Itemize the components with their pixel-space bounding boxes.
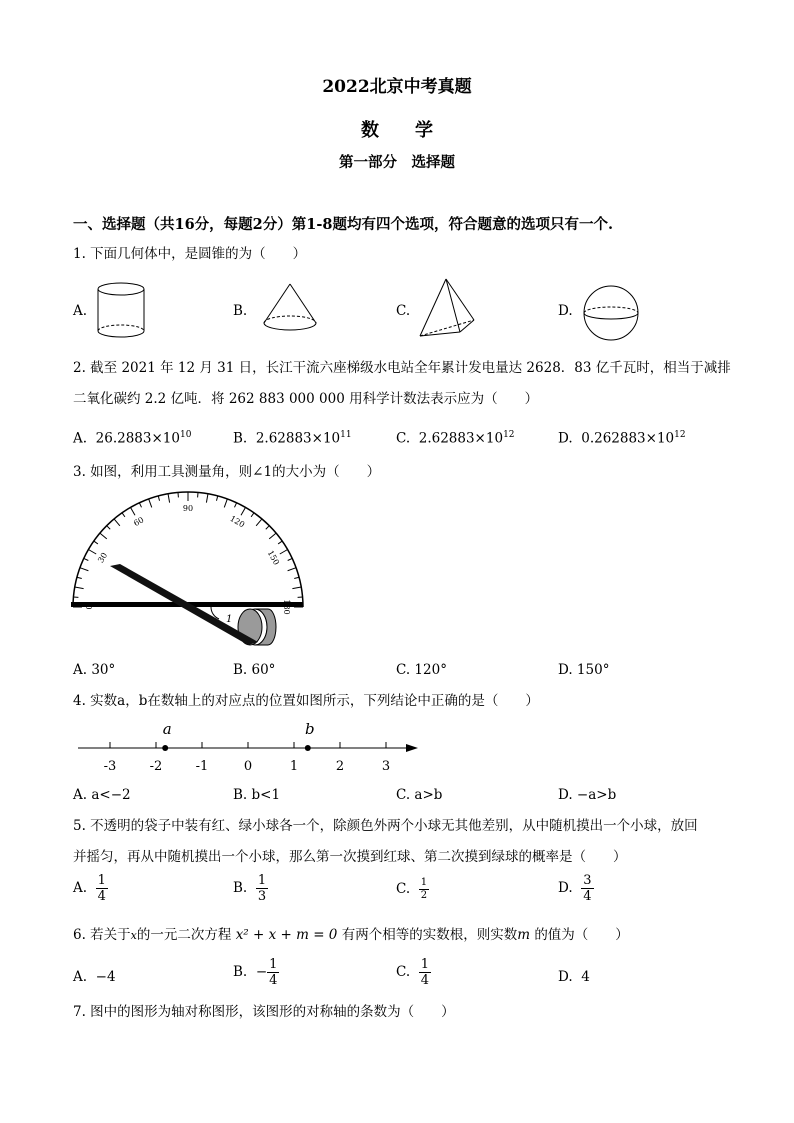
pyramid-figure — [416, 276, 478, 342]
protractor-tick — [280, 550, 288, 555]
q2-option-d: D. $0.262883\times 10^{12}$ — [558, 430, 686, 447]
question-2-line1: 2. 截至 2021 年 12 月 31 日，长江干流六座梯级水电站全年累计发电量达 2628．83 亿千瓦时，相当于减排 — [73, 360, 731, 376]
q6-option-c: C. $\frac{1}{4}$ — [396, 957, 430, 988]
number-line-tick-label: -3 — [103, 759, 117, 774]
protractor-tick — [256, 519, 262, 526]
q3-option-b: B. 60° — [233, 662, 276, 678]
protractor-degree-label: 30 — [96, 551, 110, 565]
question-6-stem: 6. 若关于x的一元二次方程 x² + x + m = 0 有两个相等的实数根，则实数m 的值为（ ） — [73, 927, 629, 943]
q1-option-d-label: D. — [558, 303, 573, 319]
protractor-tick — [77, 577, 82, 578]
q3-option-d: D. 150° — [558, 662, 610, 678]
protractor-degree-label: 180 — [282, 599, 291, 615]
protractor-degree-label: 90 — [182, 504, 194, 513]
protractor-figure — [68, 490, 308, 650]
question-3-stem: 3. 如图，利用工具测量角，则∠1的大小为（ ） — [73, 464, 381, 480]
q3-option-a: A. 30° — [73, 662, 116, 678]
q1-option-c-label: C. — [396, 303, 411, 319]
protractor-tick — [122, 513, 125, 517]
q4-option-a: A. a<−2 — [73, 787, 131, 803]
q6-option-d: D. 4 — [558, 969, 590, 985]
q1-option-a-label: A. — [73, 303, 88, 319]
q5-option-a: A. $\frac{1}{4}$ — [73, 873, 106, 904]
protractor-tick — [294, 577, 299, 578]
page-title: 2022北京中考真题 — [322, 77, 472, 97]
number-line-point-a-label: a — [162, 720, 172, 738]
q5-option-b: B. $\frac{1}{3}$ — [233, 873, 267, 904]
q6-option-b: B. − $\frac{1}{4}$ — [233, 957, 278, 988]
protractor-tick — [288, 568, 296, 571]
question-1-stem: 1. 下面几何体中，是圆锥的为（ ） — [73, 246, 307, 262]
q4-option-b: B. b<1 — [233, 787, 281, 803]
protractor-tick — [94, 541, 98, 544]
protractor-tick — [269, 533, 276, 539]
number-line-point-b-label: b — [304, 720, 315, 738]
q3-option-c: C. 120° — [396, 662, 447, 678]
number-line-tick-label: 3 — [381, 759, 391, 774]
protractor-tick — [241, 507, 246, 515]
protractor-tick — [234, 503, 236, 508]
number-line-point-a — [162, 745, 168, 751]
protractor-tick — [168, 494, 170, 503]
question-7-stem: 7. 图中的图形为轴对称图形，该图形的对称轴的条数为（ ） — [73, 1004, 455, 1020]
number-line-tick-label: 0 — [243, 759, 253, 774]
q4-option-c: C. a>b — [396, 787, 443, 803]
q4-option-d: D. −a>b — [558, 787, 617, 803]
number-line-point-b — [305, 745, 311, 751]
protractor-tick — [251, 513, 254, 517]
q6-option-a: A. −4 — [73, 969, 116, 985]
cylinder-figure — [95, 281, 147, 341]
protractor-tick — [80, 568, 88, 571]
protractor-tick — [75, 587, 84, 589]
protractor-degree-label: 150 — [265, 548, 282, 567]
question-4-stem: 4. 实数a，b在数轴上的对应点的位置如图所示，下列结论中正确的是（ ） — [73, 693, 539, 709]
number-line-tick-label: -1 — [195, 759, 209, 774]
protractor-tick — [114, 519, 120, 526]
section-heading: 一、选择题（共16分，每题2分）第1-8题均有四个选项，符合题意的选项只有一个. — [73, 216, 614, 233]
q1-option-b-label: B. — [233, 303, 248, 319]
q2-option-b: B. $2.62883\times 10^{11}$ — [233, 430, 352, 447]
protractor-tick — [292, 587, 301, 589]
cone-figure — [260, 281, 320, 336]
question-5-line2: 并摇匀，再从中随机摸出一个小球，那么第一次摸到红球、第二次摸到绿球的概率是（ ） — [73, 849, 627, 865]
part-title: 第一部分 选择题 — [339, 154, 455, 171]
subject-title: 数 学 — [361, 120, 433, 141]
protractor-tick — [224, 499, 227, 507]
question-2-line2: 二氧化碳约 2.2 亿吨．将 262 883 000 000 用科学计数法表示应为（ ） — [73, 391, 539, 407]
protractor-degree-label: 0 — [85, 604, 94, 610]
protractor-tick — [139, 503, 141, 508]
sphere-figure — [580, 284, 642, 342]
protractor-tick — [158, 496, 159, 501]
number-line-tick-label: -2 — [149, 759, 163, 774]
q2-option-c: C. $2.62883\times 10^{12}$ — [396, 430, 515, 447]
protractor-tick — [84, 558, 89, 560]
protractor-tick — [216, 496, 217, 501]
protractor-tick — [100, 533, 107, 539]
protractor-degree-label: 120 — [228, 513, 247, 530]
angle-label: 1 — [226, 614, 233, 625]
number-line-tick-label: 2 — [335, 759, 345, 774]
protractor-tick — [278, 541, 282, 544]
protractor-tick — [88, 550, 96, 555]
protractor-tick — [131, 507, 136, 515]
protractor-tick — [206, 494, 208, 503]
protractor-degree-label: 60 — [132, 515, 146, 529]
number-line-arrow — [406, 744, 418, 752]
q5-option-d: D. $\frac{3}{4}$ — [558, 873, 592, 904]
protractor-tick — [149, 499, 152, 507]
question-5-line1: 5. 不透明的袋子中装有红、绿小球各一个，除颜色外两个小球无其他差别，从中随机摸出一个小球，放回 — [73, 818, 698, 834]
q2-option-a: A. $26.2883\times 10^{10}$ — [73, 430, 192, 447]
number-line-tick-label: 1 — [289, 759, 299, 774]
q5-option-c: C. $\frac{1}{2}$ — [396, 877, 428, 901]
number-line-figure — [70, 715, 430, 777]
protractor-tick — [288, 558, 293, 560]
